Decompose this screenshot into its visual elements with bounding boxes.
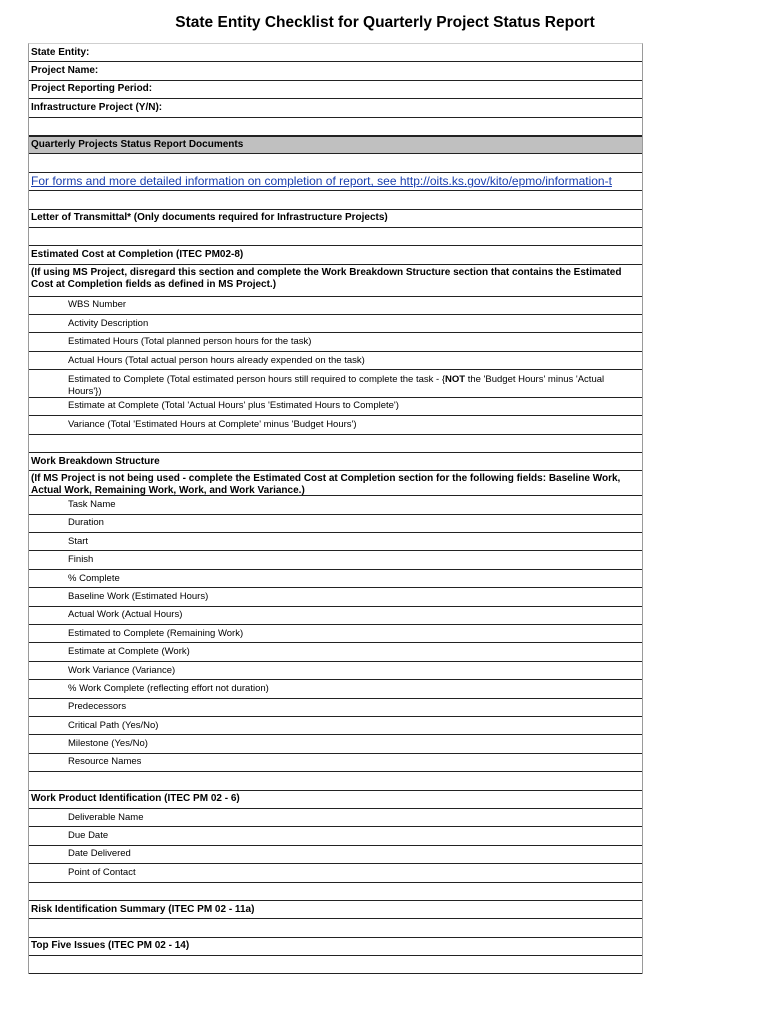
risk-summary-heading: Risk Identification Summary (ITEC PM 02 - 11a) [29,901,642,919]
blank-row [29,154,642,172]
checklist-item: Actual Work (Actual Hours) [29,607,642,625]
checklist-item: Work Variance (Variance) [29,662,642,680]
checklist-item: Duration [29,515,642,533]
estimated-to-complete-item [29,370,642,398]
estimated-cost-heading: Estimated Cost at Completion (ITEC PM02-8) [29,246,642,264]
blank-row [29,191,642,209]
checklist-item: % Complete [29,570,642,588]
blank-row [29,118,642,136]
wbs-note: (If MS Project is not being used - complete the Estimated Cost at Completion section for the following fields: Baseline Work, Actual Work, Remaining Work, Work, and Work Variance.) [29,471,642,496]
page-title: State Entity Checklist for Quarterly Project Status Report [175,14,595,31]
blank-row [29,956,642,974]
checklist-item: Activity Description [29,315,642,333]
top-five-issues-heading: Top Five Issues (ITEC PM 02 - 14) [29,938,642,956]
state-entity-field[interactable]: State Entity: [29,44,642,62]
checklist-sheet [28,43,643,974]
project-name-field[interactable]: Project Name: [29,62,642,80]
checklist-item: Estimate at Complete (Work) [29,643,642,661]
checklist-item: % Work Complete (reflecting effort not duration) [29,680,642,698]
letter-of-transmittal: Letter of Transmittal* (Only documents required for Infrastructure Projects) [29,210,642,228]
checklist-item: Finish [29,551,642,569]
checklist-item: Estimated Hours (Total planned person hours for the task) [29,333,642,351]
checklist-item: Deliverable Name [29,809,642,827]
infrastructure-project-field[interactable]: Infrastructure Project (Y/N): [29,99,642,117]
estimated-cost-note: (If using MS Project, disregard this section and complete the Work Breakdown Structure section that contains the Estimated Cost at Completion fields as defined in MS Project.) [29,265,642,297]
checklist-item: Milestone (Yes/No) [29,735,642,753]
section-band: Quarterly Projects Status Report Documents [29,136,642,154]
checklist-item: Date Delivered [29,846,642,864]
checklist-item: Start [29,533,642,551]
blank-row [29,883,642,901]
blank-row [29,772,642,790]
checklist-item: Task Name [29,496,642,514]
wbs-heading: Work Breakdown Structure [29,453,642,471]
checklist-item: Estimate at Complete (Total 'Actual Hours' plus 'Estimated Hours to Complete') [29,398,642,416]
checklist-item: Due Date [29,827,642,845]
checklist-item: Resource Names [29,754,642,772]
checklist-item: Baseline Work (Estimated Hours) [29,588,642,606]
checklist-item: Point of Contact [29,864,642,882]
reporting-period-field[interactable]: Project Reporting Period: [29,81,642,99]
checklist-item: Estimated to Complete (Remaining Work) [29,625,642,643]
work-product-heading: Work Product Identification (ITEC PM 02 - 6) [29,791,642,809]
checklist-item: Variance (Total 'Estimated Hours at Complete' minus 'Budget Hours') [29,416,642,434]
forms-link[interactable]: For forms and more detailed information on completion of report, see http://oits.ks.gov/kito/epmo/information-t [29,173,642,191]
blank-row [29,919,642,937]
blank-row [29,228,642,246]
blank-row [29,435,642,453]
checklist-item: Predecessors [29,699,642,717]
etc-text: Estimated to Complete (Total estimated person hours still required to complete the task - {NOT the 'Budget Hours' minus 'Actual Hours'}) [68,374,605,398]
checklist-item: Actual Hours (Total actual person hours already expended on the task) [29,352,642,370]
checklist-item: Critical Path (Yes/No) [29,717,642,735]
checklist-item: WBS Number [29,297,642,315]
